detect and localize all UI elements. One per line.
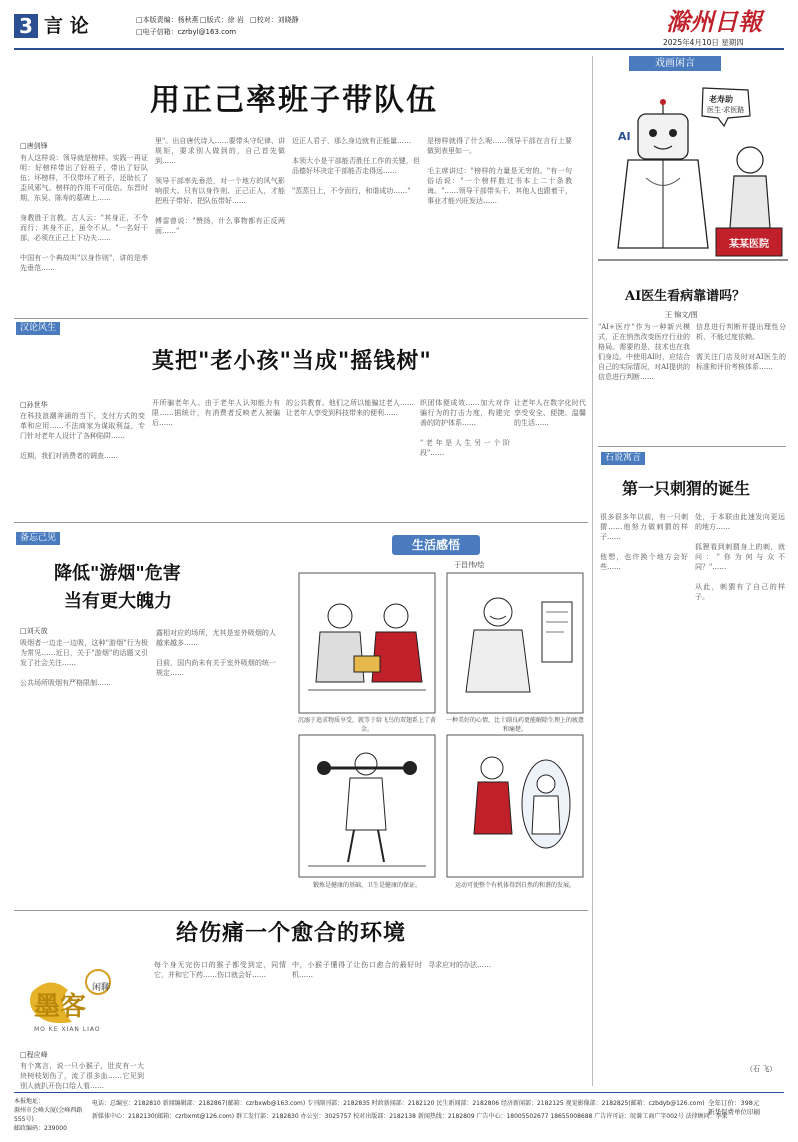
- column-logo: 墨客: [34, 992, 87, 1022]
- email-credit: □电子信箱：czrbyl@163.com: [136, 28, 237, 36]
- cartoon-text-right: 信息进行判断并提出理性分析，不能过度依赖。 需关注门店及时对AI医生的标准和评价考核体系……: [696, 323, 786, 371]
- ai-doctor-cartoon: [598, 78, 788, 280]
- footer-rule: [14, 1092, 784, 1093]
- column-logo-sub: 闲聊: [92, 983, 111, 993]
- article1-title: 用正己率班子带队伍: [150, 83, 438, 118]
- article3-title-line1: 降低"游烟"危害: [54, 563, 181, 584]
- article3-label: 备忘己见: [16, 532, 60, 545]
- article2-title: 莫把"老小孩"当成"摇钱树": [152, 348, 432, 374]
- comic-panel-1: [298, 572, 436, 714]
- page-number-box: 3: [14, 14, 38, 38]
- story-title: 第一只刺猬的诞生: [622, 479, 751, 498]
- svg-text:医生·求医路: 医生·求医路: [707, 106, 745, 114]
- section-divider-1: [14, 318, 588, 319]
- article4-col2: 每个身无完伤口的猴子都受到定，同情它，并和它下药……伤口就会好……: [154, 961, 286, 979]
- comic-byline: 于昌伟/绘: [454, 561, 485, 569]
- article2-col4: 织团体便成效……加大对诈骗行为的打击力度，构建完善的防护体系…… "老年是人生另一个阶段"……: [420, 399, 510, 457]
- article1-col1: 有人这样说：领导就是榜样。实践一再证明：好榜样带出了好班子，带出了好队伍；坏榜样，不仅带坏了班子，还助长了歪风邪气。榜样的作用不可低估。东晋时期，东吴、陈寿的墓碑上…… 身教胜于言教。古人云："其身正，不令而行；其身不正，虽令不从。"一名好干部，必须在正己上下功夫…… 中国有一个典故叫"以身作则"，讲的是率先垂范……: [20, 154, 148, 272]
- article2-col2: 开所骗老年人。由于老年人认知能力有限……据统计，有消费者反映老人被骗后……: [152, 399, 280, 427]
- section-divider-3: [14, 910, 588, 911]
- cartoon-title: AI医生看病靠谱吗？: [625, 289, 746, 304]
- layout-credit: □版式：徐 岩: [200, 16, 244, 24]
- footer-line2: 新媒体中心：2182130(邮箱：czrbxmt@126.com) 群工发行部：2182830 办公室：3025757 校对出版部：2182138 新闻热线：2182809 广告中心：18005502677 18655008688 广告许可证：皖滁工商广字002号 法律顾问：李家: [92, 1113, 728, 1120]
- paper-name: 滁州日報: [666, 7, 762, 36]
- editor-credit: □本版责编：杨秋燕: [136, 16, 199, 24]
- comic-caption-1: 沉溺于追求物质享受，就等于给飞鸟的双翅系上了黄金。: [298, 717, 437, 733]
- footer-address: 本报地址： 滁州市会峰大厦(会峰西路555号) 邮政编码：239000: [14, 1098, 83, 1132]
- svg-text:老寿助: 老寿助: [709, 95, 733, 104]
- article2-col5: 让老年人在数字化时代享受安全、便捷、温馨的生活……: [514, 399, 586, 427]
- comic-caption-4: 运动可使整个有机体得到自然的和谐的发展。: [454, 882, 575, 889]
- proofreader-credit: □校对：刘晓静: [250, 16, 299, 24]
- article2-label: 汉论风生: [16, 322, 60, 335]
- right-column-divider: [592, 56, 593, 1086]
- article1-col3: 近正人君子，那么身边就有正能量…… 本领大小是干部能否胜任工作的关键，但品德好坏决定干部能否走得远…… "蒸蒸日上，不令而行，和谐成功……": [292, 137, 420, 195]
- masthead-rule: [14, 48, 784, 50]
- section-title: 言 论: [44, 15, 89, 37]
- column-logo-pinyin: MO KE XIAN LIAO: [34, 1026, 101, 1033]
- footer-price: 全年订价：398元 新华保费单位印刷: [708, 1099, 760, 1116]
- article1-byline: □唐剑锋: [20, 142, 48, 150]
- svg-text:AI: AI: [618, 130, 631, 143]
- section-divider-2: [14, 522, 588, 523]
- svg-text:某某医院: 某某医院: [729, 239, 769, 250]
- article4-col4: 寻求应对的办法……: [428, 961, 491, 969]
- article4-title: 给伤痛一个愈合的环境: [176, 920, 407, 946]
- article3-col2: 露相对应的场所，尤其是室外吸烟的人越来越多…… 目前，国内尚未有关于室外吸烟的统一规定……: [156, 629, 276, 677]
- comic-title: 生活感悟: [392, 535, 480, 555]
- article3-title-line2: 当有更大魄力: [64, 591, 172, 612]
- article3-col1: 吸烟者一边走一边吸，这种"游烟"行为极为常见……近日，关于"游烟"的话题又引发了社会关注…… 公共场所吸烟有严格限制……: [20, 639, 148, 687]
- article1-col2: 里"。出自唐代诗人……要带头守纪律、讲规矩，要求别人做到的，自己首先做到…… 领导干部率先垂范，对一个地方的风气影响很大。只有以身作则、正己正人，才能把班子带好、把队伍带好…… 傅雷曾说："赞扬，什么事物都有正反两面……": [155, 137, 285, 235]
- article4-col1: 有个寓言，说一只小猴子，肚皮有一大块树枝划伤了，流了很多血……它见到别人就扒开伤口给人看……: [20, 1062, 144, 1090]
- comic-panel-4: [446, 734, 584, 878]
- article2-col1: 在科技浪潮奔涌的当下，支付方式的变革和应用……不法商家为谋取利益，专门针对老年人设计了各种陷阱…… 近期，我们对消费者的调查……: [20, 412, 145, 460]
- comic-caption-3: 锻炼是健康的基础，卫生是健康的保证。: [312, 882, 421, 889]
- comic-caption-2: 一种美好的心情，比十副良药更能解除生理上的疲惫和痛楚。: [446, 717, 585, 733]
- article1-col4: 是榜样就得了什么呢……领导干部在言行上要做到表里如一。 毛主席讲过："榜样的力量是无穷的。"有一句俗话说："一个榜样胜过书本上二十条教诲。"……领导干部带头干，其他人也跟着干，事业才能兴旺发达……: [427, 137, 572, 205]
- cartoon-text-left: "AI+医疗"作为一种新兴模式，正在悄然改变医疗行业的格局。需要的是，技术也在我们身边。中使用AI时，应结合自己的实际情况，对AI提供的信息进行判断……: [598, 323, 690, 381]
- comic-panel-3: [298, 734, 436, 878]
- article3-byline: □刘天放: [20, 627, 48, 635]
- article4-byline: □程应峰: [20, 1051, 48, 1059]
- footer-line1: 电话：总编室：2182810 新闻编辑部：2182867(邮箱：czrbxwb@163.com) 专刊副刊部：2182835 时政新闻部：2182120 民生新闻部：2182806 经济新闻部：2182125 视觉影像部：2182825(邮箱：czbdyb@126.com): [92, 1100, 705, 1107]
- story-col2: 处，于本联由此速发向更远的地方…… 狐狸看到刺猬身上的刺，就问："你为何与众不同？"…… 从此，刺猬有了自己的样子。: [695, 513, 785, 601]
- comic-panel-2: [446, 572, 584, 714]
- story-author: （石 飞）: [746, 1065, 777, 1073]
- article2-byline: □孙世华: [20, 401, 48, 409]
- story-col1: 很多很多年以前，有一只刺猬……他努力做刺猬的样子…… 他想，也许换个地方会好些……: [600, 513, 688, 571]
- cartoon-section-label: 戏画闲言: [629, 56, 721, 71]
- issue-date: 2025年4月10日 星期四: [663, 38, 744, 47]
- right-divider: [598, 446, 786, 447]
- story-label: 石说寓言: [601, 452, 645, 465]
- cartoon-byline: 王 锦文/图: [665, 311, 698, 319]
- article2-col3: 的公共教育。他们之所以能骗过老人……让老年人享受到科技带来的便利……: [286, 399, 414, 417]
- article4-col3: 中，小猴子懂得了让伤口愈合的最好时机……: [292, 961, 422, 979]
